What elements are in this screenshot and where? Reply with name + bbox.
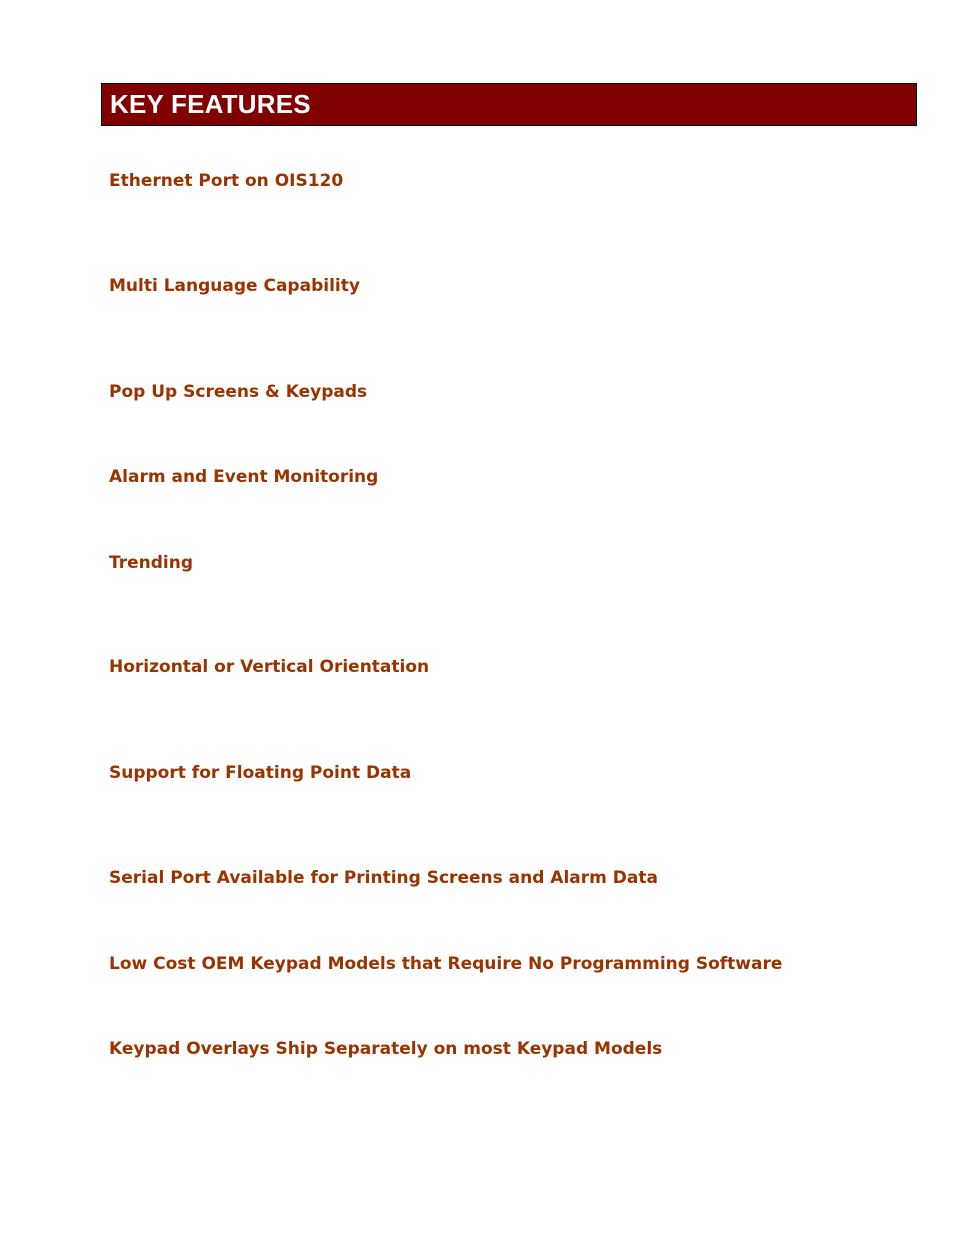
section-header-banner [101,83,917,126]
feature-heading: Multi Language Capability [109,276,360,296]
feature-heading: Support for Floating Point Data [109,763,412,783]
feature-heading: Trending [109,553,194,573]
feature-heading: Low Cost OEM Keypad Models that Require No Programming Software [109,954,783,974]
section-title: KEY FEATURES [110,89,311,119]
feature-heading: Keypad Overlays Ship Separately on most Keypad Models [109,1039,663,1059]
feature-heading: Ethernet Port on OIS120 [109,171,344,191]
feature-heading: Alarm and Event Monitoring [109,467,379,487]
feature-heading: Horizontal or Vertical Orientation [109,657,430,677]
feature-heading: Serial Port Available for Printing Screens and Alarm Data [109,868,658,888]
feature-heading: Pop Up Screens & Keypads [109,382,368,402]
